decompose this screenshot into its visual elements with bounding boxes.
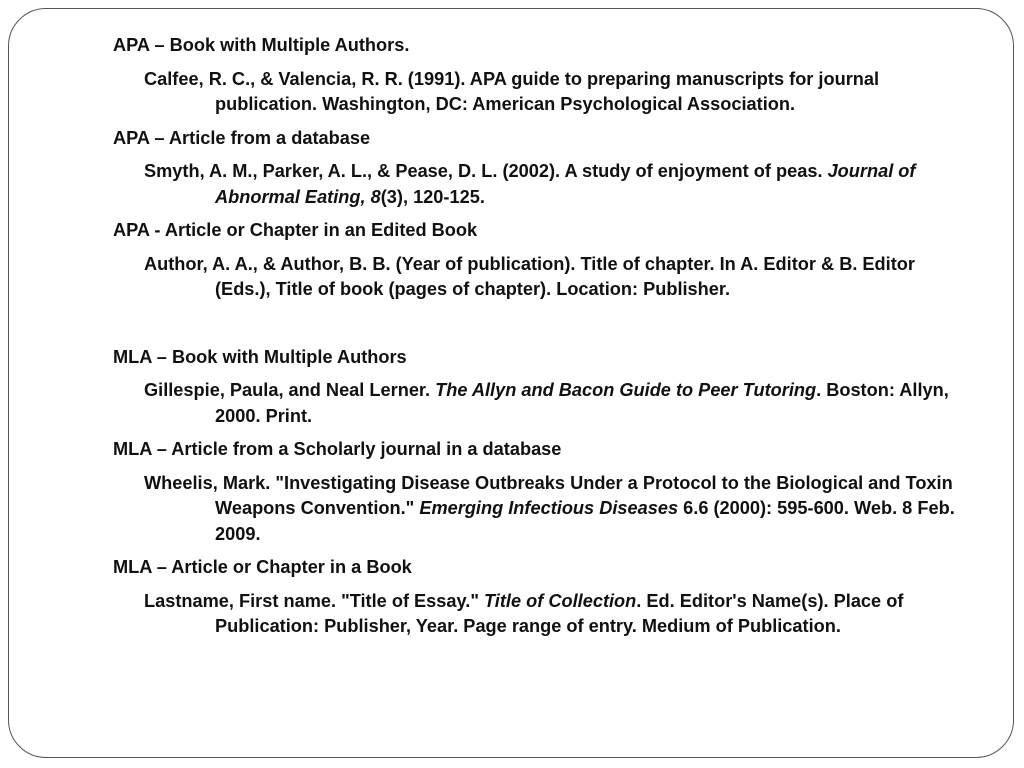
journal-title: Emerging Infectious Diseases (419, 498, 679, 518)
reference-text: Lastname, First name. "Title of Essay." (144, 590, 485, 611)
mla-book-multiple-authors-reference (144, 378, 973, 429)
reference-text: Author, A. A., & Author, B. B. (Year of publication). Title of chapter. In A. Editor & B. Editor (Eds.), Title of book (pages of chapter). Location: Publisher. (144, 253, 915, 299)
book-title: The Allyn and Bacon Guide to Peer Tutoring (435, 380, 817, 400)
apa-book-multiple-authors-reference (144, 67, 973, 118)
apa-book-multiple-authors-heading: APA – Book with Multiple Authors. (113, 35, 410, 55)
apa-article-database-heading: APA – Article from a database (113, 127, 371, 148)
mla-book-chapter-reference (144, 589, 973, 640)
reference-text-end: . Boston: Allyn, 2000. Print. (215, 380, 949, 426)
apa-edited-book-chapter-heading: APA - Article or Chapter in an Edited Book (113, 220, 478, 240)
reference-text: Calfee, R. C., & Valencia, R. R. (1991). APA guide to preparing manuscripts for journal publication. Washington, DC: American Psychological Association. (144, 68, 880, 114)
citation-examples (113, 33, 973, 648)
reference-text: Wheelis, Mark. "Investigating Disease Outbreaks Under a Protocol to the Biological and Toxin Weapons Convention." (144, 472, 953, 518)
apa-edited-book-chapter-reference (144, 252, 973, 303)
mla-scholarly-journal-reference (144, 471, 973, 548)
reference-text: Smyth, A. M., Parker, A. L., & Pease, D. L. (2002). A study of enjoyment of peas. (144, 161, 828, 181)
mla-scholarly-journal-heading: MLA – Article from a Scholarly journal in a database (113, 439, 562, 459)
journal-title: Journal of Abnormal Eating, 8 (215, 161, 916, 207)
reference-text-end: . Ed. Editor's Name(s). Place of Publication: Publisher, Year. Page range of entry. Medium of Publication. (215, 590, 904, 636)
reference-text: Gillespie, Paula, and Neal Lerner. (144, 380, 436, 400)
reference-text-end: 6.6 (2000): 595-600. Web. 8 Feb. 2009. (215, 498, 955, 544)
mla-book-multiple-authors-heading: MLA – Book with Multiple Authors (113, 346, 407, 367)
collection-title: Title of Collection (484, 590, 637, 611)
reference-text-end: (3), 120-125. (380, 186, 485, 207)
apa-article-database-reference (144, 159, 973, 210)
section-spacer (113, 311, 973, 345)
mla-book-chapter-heading: MLA – Article or Chapter in a Book (113, 557, 412, 577)
